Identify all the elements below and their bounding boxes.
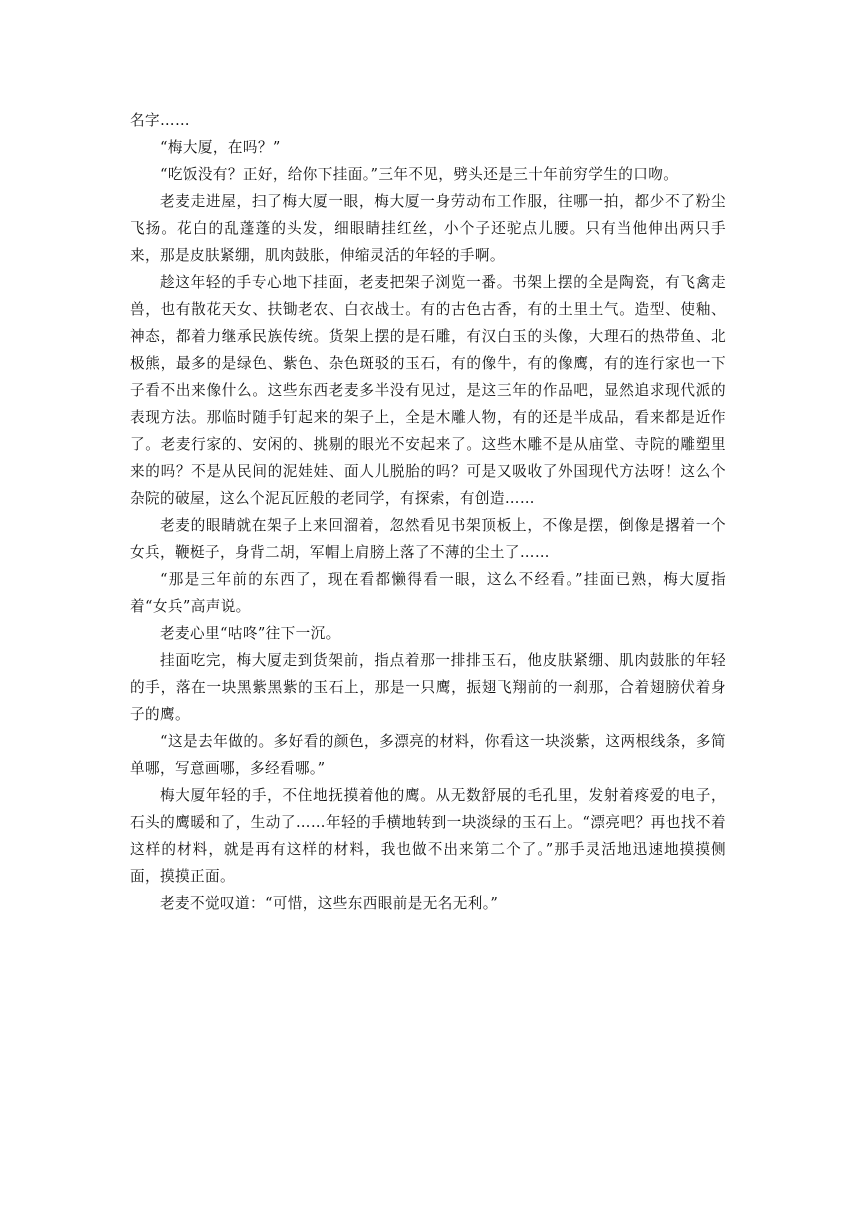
paragraph: “这是去年做的。多好看的颜色，多漂亮的材料，你看这一块淡紫，这两根线条，多简单哪，写意画哪，多经看哪。” bbox=[130, 733, 726, 777]
paragraph: 挂面吃完，梅大厦走到货架前，指点着那一排排玉石，他皮肤紧绷、肌肉鼓胀的年轻的手，落在一块黑紫黑紫的玉石上，那是一只鹰，振翅飞翔前的一刹那，合着翅膀伏着身子的鹰。 bbox=[130, 652, 726, 723]
paragraph: “吃饭没有？正好，给你下挂面。”三年不见，劈头还是三十年前穷学生的口吻。 bbox=[160, 166, 679, 183]
paragraph: 名字…… bbox=[130, 112, 190, 129]
paragraph: “梅大厦，在吗？” bbox=[160, 139, 281, 156]
paragraph: 老麦不觉叹道：“可惜，这些东西眼前是无名无利。” bbox=[160, 895, 499, 912]
paragraph: 老麦心里“咕咚”往下一沉。 bbox=[160, 625, 341, 642]
paragraph: 趁这年轻的手专心地下挂面，老麦把架子浏览一番。书架上摆的全是陶瓷，有飞禽走兽，也有散花天女、扶锄老农、白衣战士。有的古色古香，有的土里土气。造型、使釉、神态，都着力继承民族传统。货架上摆的是石雕，有汉白玉的头像，大理石的热带鱼、北极熊，最多的是绿色、紫色、杂色斑驳的玉石，有的像牛，有的像鹰，有的连行家也一下子看不出来像什么。这些东西老麦多半没有见过，是这三年的作品吧，显然追求现代派的表现方法。那临时随手钉起来的架子上，全是木雕人物，有的还是半成品，看来都是近作了。老麦行家的、安闲的、挑剔的眼光不安起来了。这些木雕不是从庙堂、寺院的雕塑里来的吗？不是从民间的泥娃娃、面人儿脱胎的吗？可是又吸收了外国现代方法呀！这么个杂院的破屋，这么个泥瓦匠般的老同学，有探索，有创造…… bbox=[130, 274, 726, 507]
paragraph: 梅大厦年轻的手，不住地抚摸着他的鹰。从无数舒展的毛孔里，发射着疼爱的电子，石头的鹰暖和了，生动了……年轻的手横地转到一块淡绿的玉石上。“漂亮吧？再也找不着这样的材料，就是再有这样的材料，我也做不出来第二个了。”那手灵活地迅速地摸摸侧面，摸摸正面。 bbox=[130, 787, 726, 885]
paragraph: 老麦走进屋，扫了梅大厦一眼，梅大厦一身劳动布工作服，往哪一拍，都少不了粉尘飞扬。花白的乱蓬蓬的头发，细眼睛挂红丝，小个子还驼点儿腰。只有当他伸出两只手来，那是皮肤紧绷，肌肉鼓胀，伸缩灵活的年轻的手啊。 bbox=[130, 193, 726, 264]
paragraph: 老麦的眼睛就在架子上来回溜着，忽然看见书架顶板上，不像是摆，倒像是撂着一个女兵，鞭梃子，身背二胡，军帽上肩膀上落了不薄的尘土了…… bbox=[130, 517, 726, 561]
body-text bbox=[130, 107, 726, 917]
paragraph: “那是三年前的东西了，现在看都懒得看一眼，这么不经看。”挂面已熟，梅大厦指着“女兵”高声说。 bbox=[130, 571, 726, 615]
